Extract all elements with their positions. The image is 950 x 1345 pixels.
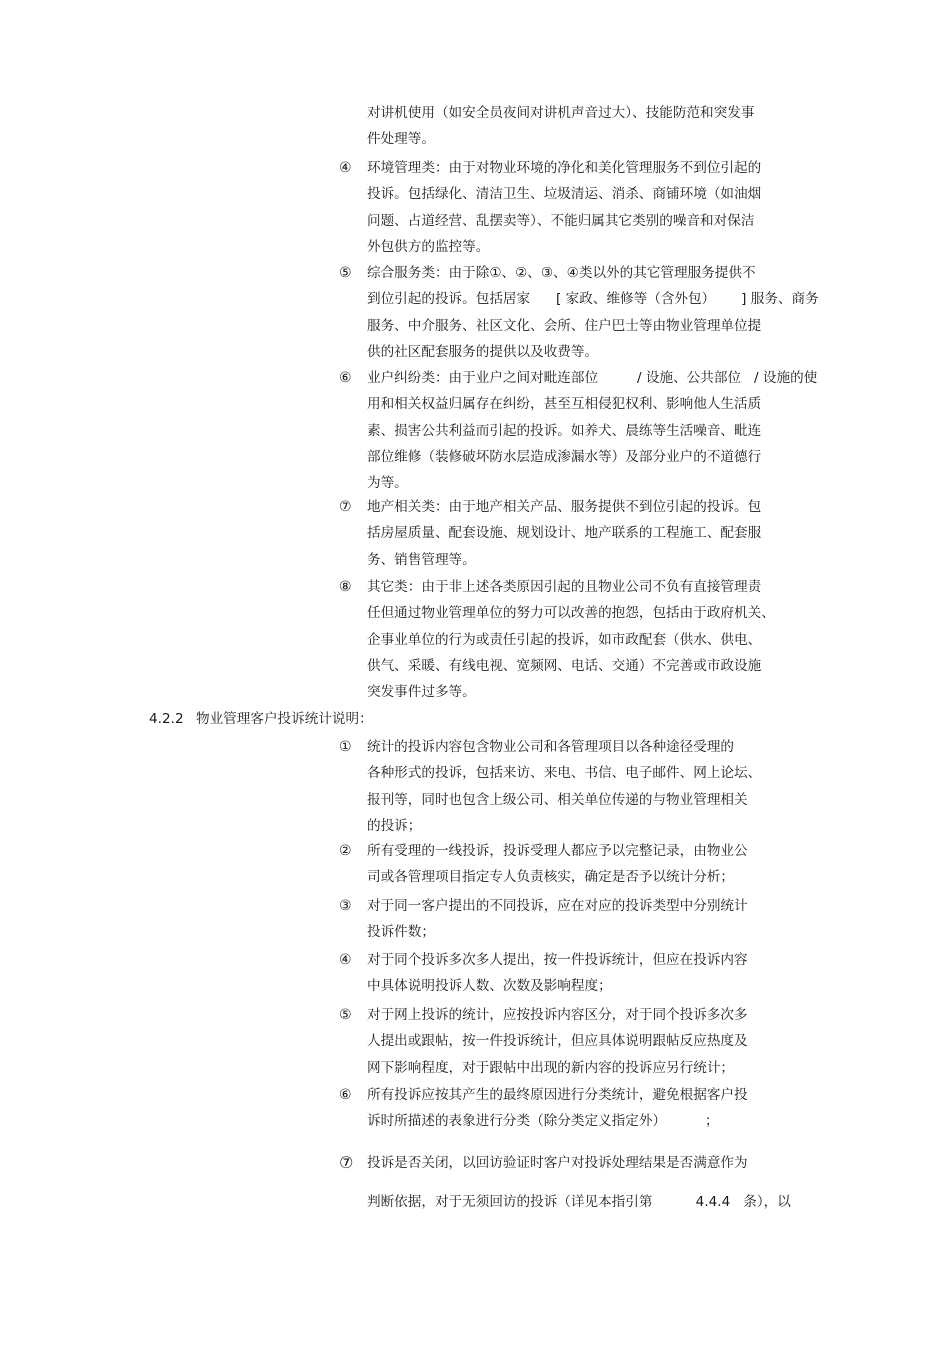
list-item-number: ⑤	[339, 265, 352, 281]
list-item-number: ⑦	[339, 1153, 354, 1172]
list-item-line: 用和相关权益归属存在纠纷，甚至互相侵犯权利、影响他人生活质	[367, 396, 762, 413]
list-item-line: 报刊等，同时也包含上级公司、相关单位传递的与物业管理相关	[367, 791, 748, 808]
list-item-number: ④	[339, 160, 352, 176]
list-item-number: ③	[339, 898, 352, 914]
list-item-line: 务、销售管理等。	[367, 551, 476, 568]
list-item-line: 各种形式的投诉，包括来访、来电、书信、电子邮件、网上论坛、	[367, 765, 762, 782]
list-item-line: 括房屋质量、配套设施、规划设计、地产联系的工程施工、配套服	[367, 525, 762, 542]
list-item-line: 中具体说明投诉人数、次数及影响程度；	[367, 978, 612, 995]
list-item-line: 统计的投诉内容包含物业公司和各管理项目以各种途径受理的	[367, 739, 735, 755]
list-item-line: 其它类：由于非上述各类原因引起的且物业公司不负有直接管理责	[367, 579, 762, 595]
list-item-line: 对于同个投诉多次多人提出，按一件投诉统计，但应在投诉内容	[367, 952, 748, 968]
list-item-line: 所有受理的一线投诉，投诉受理人都应予以完整记录，由物业公	[367, 843, 748, 859]
list-item-line: 环境管理类：由于对物业环境的净化和美化管理服务不到位引起的	[367, 160, 762, 176]
list-item-line: 部位维修（装修破坏防水层造成渗漏水等）及部分业户的不道德行	[367, 448, 762, 465]
list-item-line: 人提出或跟帖，按一件投诉统计，但应具体说明跟帖反应热度及	[367, 1033, 748, 1050]
list-item-number: ④	[339, 952, 352, 968]
list-item-line: 地产相关类：由于地产相关产品、服务提供不到位引起的投诉。包	[367, 499, 762, 515]
list-item-line: 投诉。包括绿化、清洁卫生、垃圾清运、消杀、商铺环境（如油烟	[367, 186, 762, 203]
list-item-number: ⑧	[339, 579, 352, 595]
list-item-line: 的投诉；	[367, 817, 422, 834]
list-item-line: 判断依据，对于无须回访的投诉（详见本指引第 4.4.4 条），以	[367, 1194, 791, 1210]
list-item-line: 素、损害公共利益而引起的投诉。如养犬、晨练等生活噪音、毗连	[367, 422, 762, 439]
list-item-line: 对于同一客户提出的不同投诉，应在对应的投诉类型中分别统计	[367, 898, 748, 914]
list-item-line: 综合服务类：由于除①、②、③、④类以外的其它管理服务提供不	[367, 265, 756, 281]
list-item-line: 供气、采暖、有线电视、宽频网、电话、交通）不完善或市政设施	[367, 657, 762, 674]
section-number: 4.2.2	[149, 711, 184, 727]
list-item-number: ⑤	[339, 1007, 352, 1023]
list-item-number: ⑦	[339, 499, 352, 515]
list-item-line: 投诉是否关闭，以回访验证时客户对投诉处理结果是否满意作为	[367, 1155, 748, 1171]
list-item-line: 对于网上投诉的统计，应按投诉内容区分，对于同个投诉多次多	[367, 1007, 748, 1023]
list-item-line: 司或各管理项目指定专人负责核实，确定是否予以统计分析；	[367, 869, 735, 886]
list-item-number: ②	[339, 843, 352, 859]
list-item-line: 企事业单位的行为或责任引起的投诉，如市政配套（供水、供电、	[367, 631, 762, 648]
list-item-line: 外包供方的监控等。	[367, 238, 490, 255]
paragraph-line: 件处理等。	[367, 131, 435, 148]
list-item-number: ⑥	[339, 1087, 352, 1103]
list-item-line: 投诉件数；	[367, 924, 435, 941]
list-item-line: 供的社区配套服务的提供以及收费等。	[367, 343, 599, 360]
list-item-line: 问题、占道经营、乱摆卖等）、不能归属其它类别的噪音和对保洁	[367, 212, 755, 229]
section-title: 物业管理客户投诉统计说明：	[196, 711, 373, 727]
list-item-line: 业户纠纷类：由于业户之间对毗连部位 / 设施、公共部位 / 设施的使	[367, 370, 818, 386]
list-item-line: 网下影响程度，对于跟帖中出现的新内容的投诉应另行统计；	[367, 1059, 735, 1076]
list-item-line: 任但通过物业管理单位的努力可以改善的抱怨，包括由于政府机关、	[367, 605, 775, 622]
paragraph-line: 对讲机使用（如安全员夜间对讲机声音过大）、技能防范和突发事	[367, 105, 755, 121]
list-item-number: ①	[339, 739, 352, 755]
list-item-number: ⑥	[339, 370, 352, 386]
list-item-line: 诉时所描述的表象进行分类（除分类定义指定外） ；	[367, 1113, 719, 1130]
list-item-line: 为等。	[367, 475, 408, 492]
list-item-line: 到位引起的投诉。包括居家 [ 家政、维修等（含外包） ] 服务、商务	[367, 291, 819, 308]
list-item-line: 突发事件过多等。	[367, 684, 476, 701]
list-item-line: 服务、中介服务、社区文化、会所、住户巴士等由物业管理单位提	[367, 317, 762, 334]
list-item-line: 所有投诉应按其产生的最终原因进行分类统计，避免根据客户投	[367, 1087, 748, 1103]
